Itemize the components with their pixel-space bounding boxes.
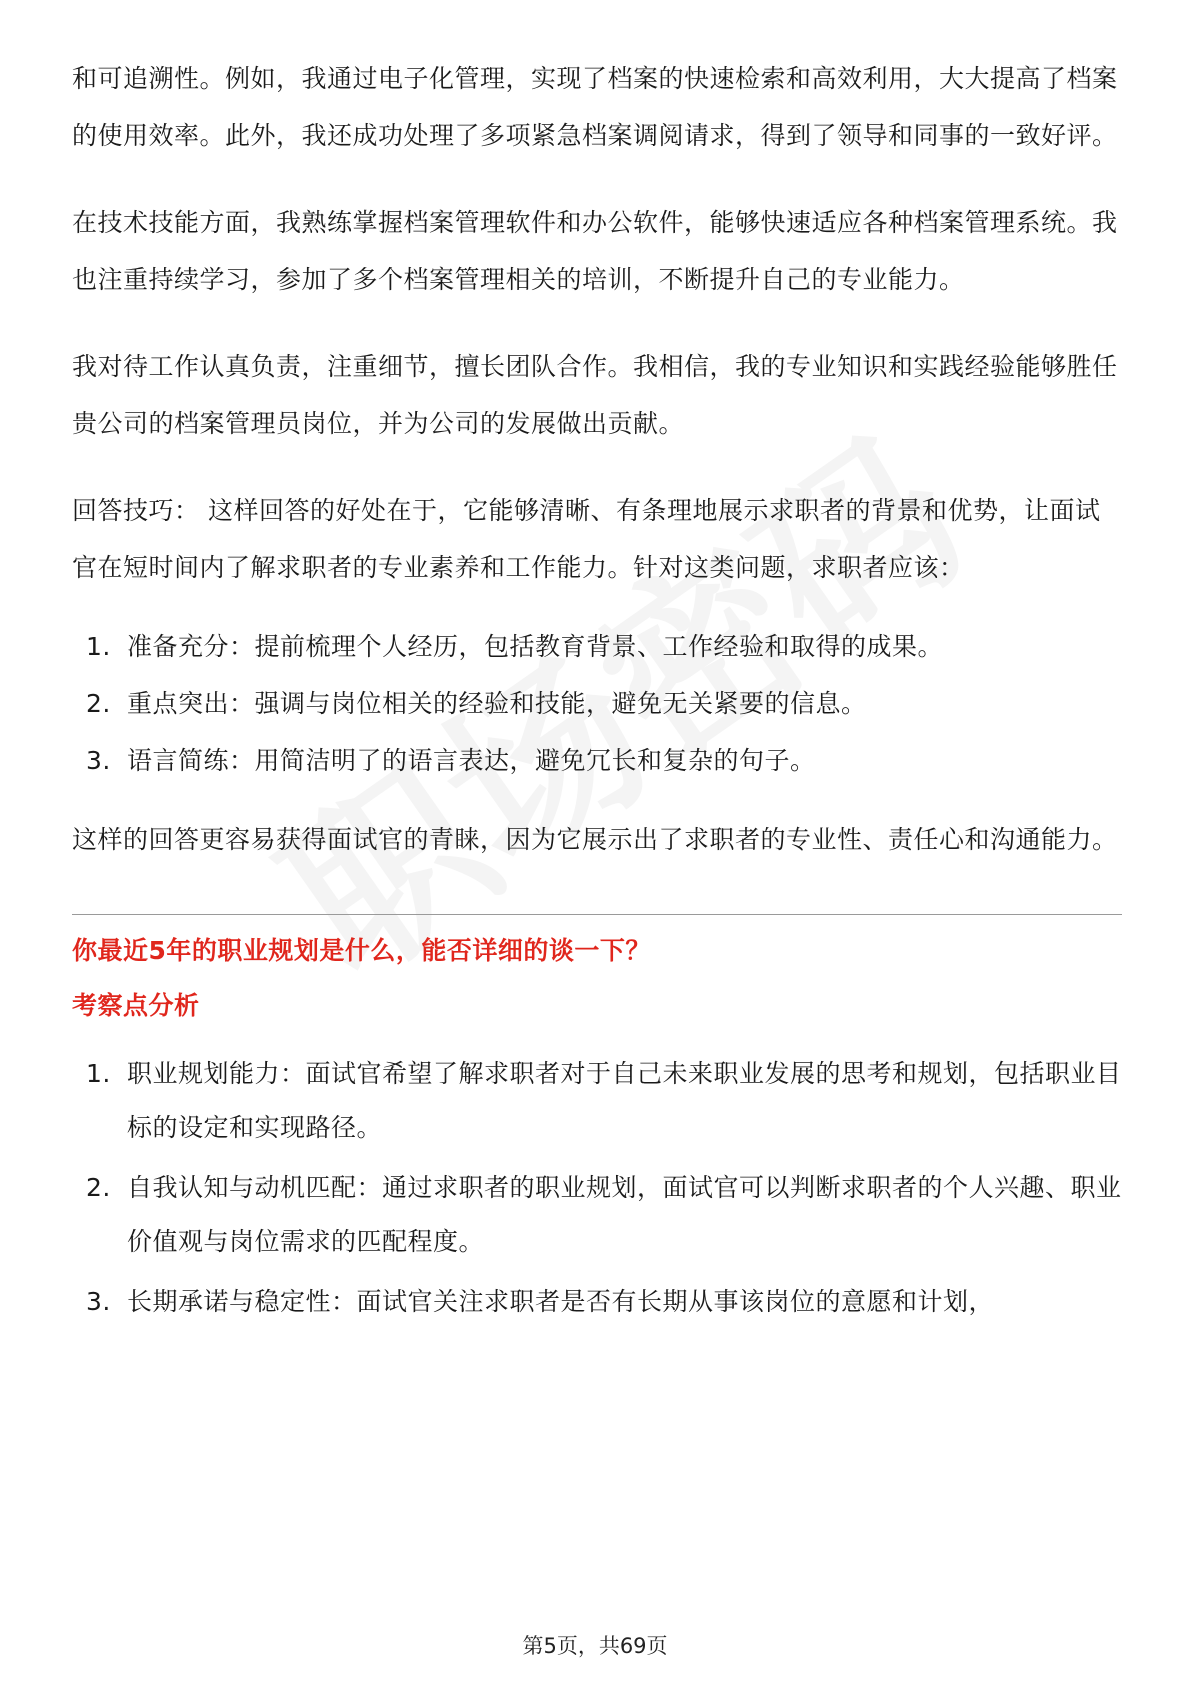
paragraph-technical-skills: 在技术技能方面，我熟练掌握档案管理软件和办公软件，能够快速适应各种档案管理系统。我也注重持续学习，参加了多个档案管理相关的培训，不断提升自己的专业能力。: [72, 208, 1118, 294]
list-item: [72, 1275, 1122, 1329]
list-number: 1.: [86, 1059, 111, 1088]
paragraph-conclusion: 这样的回答更容易获得面试官的青睐，因为它展示出了求职者的专业性、责任心和沟通能力。: [72, 825, 1118, 854]
question-title: 你最近5年的职业规划是什么，能否详细的谈一下？: [72, 936, 651, 965]
analysis-points-list: [72, 1047, 1122, 1329]
list-item-text: 语言简练：用简洁明了的语言表达，避免冗长和复杂的句子。: [127, 746, 816, 775]
list-item-text: 长期承诺与稳定性：面试官关注求职者是否有长期从事该岗位的意愿和计划，: [127, 1287, 995, 1316]
list-item-text: 职业规划能力：面试官希望了解求职者对于自己未来职业发展的思考和规划，包括职业目标的设定和实现路径。: [127, 1059, 1122, 1142]
section-divider: [72, 914, 1122, 915]
list-number: 1.: [86, 632, 111, 661]
list-number: 3.: [86, 746, 111, 775]
list-number: 2.: [86, 689, 111, 718]
list-number: 2.: [86, 1173, 111, 1202]
paragraph-attitude: 我对待工作认真负责，注重细节，擅长团队合作。我相信，我的专业知识和实践经验能够胜任贵公司的档案管理员岗位，并为公司的发展做出贡献。: [72, 352, 1118, 438]
list-item: [72, 618, 1122, 675]
page-content: [72, 50, 1122, 1329]
list-number: 3.: [86, 1287, 111, 1316]
tips-list: [72, 618, 1122, 789]
page-footer: 第5页，共69页: [522, 1634, 668, 1658]
list-item-text: 准备充分：提前梳理个人经历，包括教育背景、工作经验和取得的成果。: [127, 632, 944, 661]
list-item: [72, 675, 1122, 732]
list-item-text: 自我认知与动机匹配：通过求职者的职业规划，面试官可以判断求职者的个人兴趣、职业价值观与岗位需求的匹配程度。: [127, 1173, 1122, 1256]
paragraph-achievements: 和可追溯性。例如，我通过电子化管理，实现了档案的快速检索和高效利用，大大提高了档案的使用效率。此外，我还成功处理了多项紧急档案调阅请求，得到了领导和同事的一致好评。: [72, 64, 1118, 150]
paragraph-answer-tips: 回答技巧： 这样回答的好处在于，它能够清晰、有条理地展示求职者的背景和优势，让面试官在短时间内了解求职者的专业素养和工作能力。针对这类问题，求职者应该：: [72, 496, 1101, 582]
list-item-text: 重点突出：强调与岗位相关的经验和技能，避免无关紧要的信息。: [127, 689, 867, 718]
list-item: [72, 732, 1122, 789]
list-item: [72, 1161, 1122, 1269]
analysis-heading: 考察点分析: [72, 991, 200, 1020]
list-item: [72, 1047, 1122, 1155]
